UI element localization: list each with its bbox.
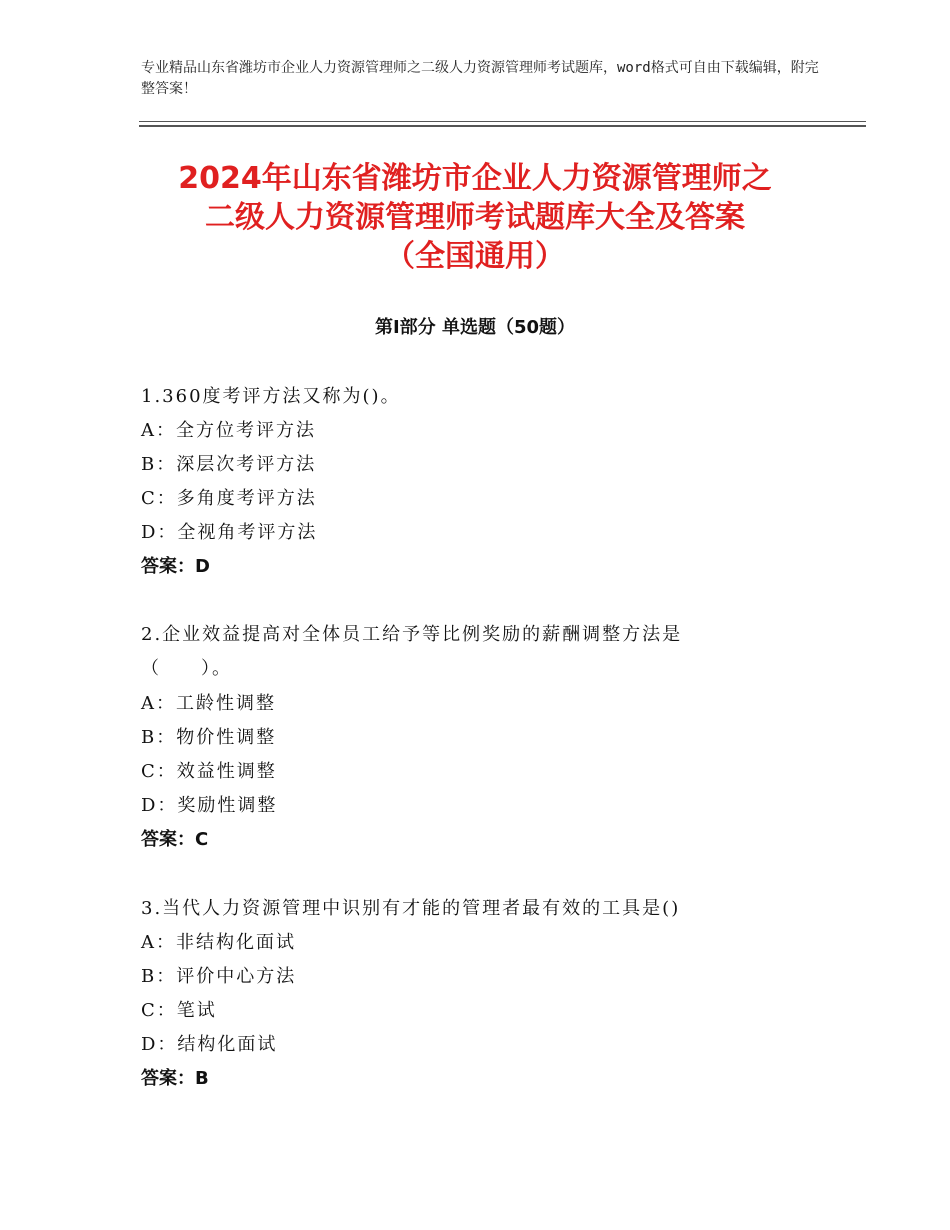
option-b: B：评价中心方法 (141, 966, 297, 987)
option-a: A：全方位考评方法 (141, 420, 316, 441)
option-a: A：工龄性调整 (141, 693, 276, 714)
title-line-3: （全国通用） (385, 239, 565, 274)
option-c: C：效益性调整 (141, 761, 277, 782)
answer-label: 答案：B (141, 1068, 209, 1089)
document-title (100, 159, 850, 276)
answer-label: 答案：D (141, 556, 210, 577)
header-divider-thick (139, 125, 866, 127)
header-note: 专业精品山东省潍坊市企业人力资源管理师之二级人力资源管理师考试题库，word格式可自由下载编辑，附完整答案！ (141, 60, 819, 97)
title-line-1: 2024年山东省潍坊市企业人力资源管理师之 (178, 161, 772, 196)
header-divider-thin (139, 121, 866, 122)
section-heading: 第Ⅰ部分 单选题（50题） (374, 317, 575, 338)
question-stem: 3.当代人力资源管理中识别有才能的管理者最有效的工具是() (141, 898, 681, 919)
question-stem: 1.360度考评方法又称为()。 (141, 386, 401, 407)
option-c: C：笔试 (141, 1000, 217, 1021)
title-line-2: 二级人力资源管理师考试题库大全及答案 (205, 200, 745, 235)
option-b: B：深层次考评方法 (141, 454, 317, 475)
option-b: B：物价性调整 (141, 727, 277, 748)
question-stem: 2.企业效益提高对全体员工给予等比例奖励的薪酬调整方法是 (141, 624, 683, 645)
question-stem-continued: （ ）。 (141, 658, 232, 679)
option-d: D：奖励性调整 (141, 795, 278, 816)
option-d: D：全视角考评方法 (141, 522, 318, 543)
option-a: A：非结构化面试 (141, 932, 296, 953)
answer-label: 答案：C (141, 829, 209, 850)
option-d: D：结构化面试 (141, 1034, 278, 1055)
option-c: C：多角度考评方法 (141, 488, 317, 509)
